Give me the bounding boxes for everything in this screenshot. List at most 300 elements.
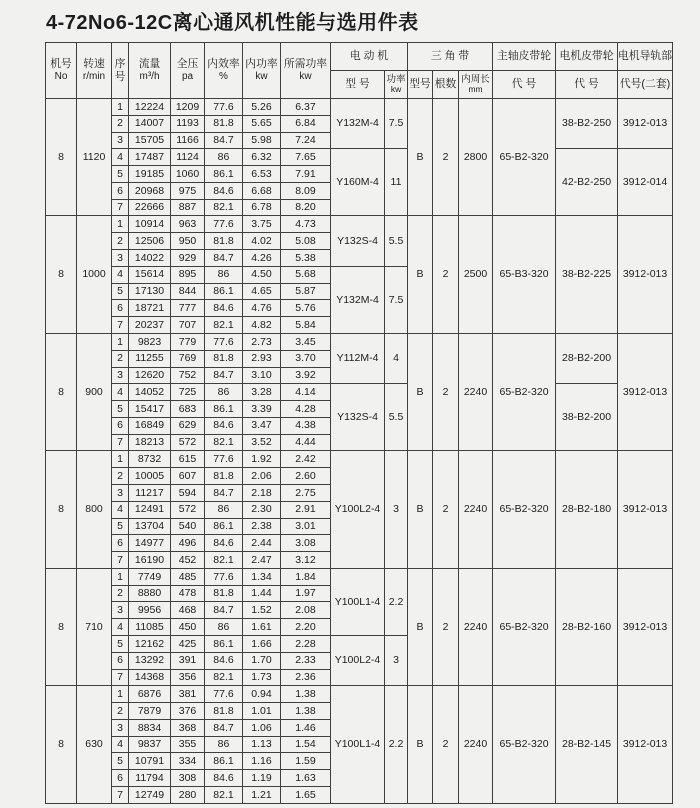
flow-cell: 20968	[129, 182, 171, 199]
efficiency-cell: 77.6	[205, 451, 243, 468]
page-title: 4-72No6-12C离心通风机性能与选用件表	[46, 12, 419, 34]
efficiency-cell: 77.6	[205, 686, 243, 703]
flow-cell: 12620	[129, 367, 171, 384]
table-row	[46, 451, 673, 468]
efficiency-cell: 82.1	[205, 434, 243, 451]
efficiency-cell: 84.6	[205, 182, 243, 199]
header-motor-power-unit: kw	[390, 84, 402, 95]
internal-power-cell: 3.28	[243, 384, 281, 401]
internal-power-cell: 6.53	[243, 166, 281, 183]
efficiency-cell: 81.8	[205, 350, 243, 367]
pressure-cell: 1193	[171, 115, 205, 132]
efficiency-cell: 84.6	[205, 535, 243, 552]
pressure-cell: 391	[171, 652, 205, 669]
internal-power-cell: 4.76	[243, 300, 281, 317]
pressure-cell: 478	[171, 585, 205, 602]
spindle-pulley-cell: 65-B2-320	[493, 451, 556, 568]
flow-cell: 14007	[129, 115, 171, 132]
flow-cell: 11217	[129, 484, 171, 501]
internal-power-cell: 1.70	[243, 652, 281, 669]
motor-pulley-cell: 28-B2-200	[556, 333, 618, 383]
flow-cell: 14368	[129, 669, 171, 686]
spindle-pulley-cell: 65-B2-320	[493, 99, 556, 216]
flow-cell: 6876	[129, 686, 171, 703]
internal-power-cell: 1.06	[243, 719, 281, 736]
required-power-cell: 5.08	[281, 233, 331, 250]
header-machine-no-label: 机号	[50, 58, 72, 71]
table-row	[46, 149, 673, 166]
internal-power-cell: 1.73	[243, 669, 281, 686]
efficiency-cell: 86	[205, 266, 243, 283]
efficiency-cell: 81.8	[205, 233, 243, 250]
required-power-cell: 7.65	[281, 149, 331, 166]
efficiency-cell: 84.6	[205, 300, 243, 317]
header-motor-model: 型 号	[331, 71, 385, 99]
header-seq-label-1: 序	[114, 57, 126, 70]
seq-cell: 6	[112, 300, 129, 317]
seq-cell: 4	[112, 384, 129, 401]
required-power-cell: 5.87	[281, 283, 331, 300]
motor-model-cell: Y132M-4	[331, 99, 385, 149]
internal-power-cell: 1.44	[243, 585, 281, 602]
header-pressure-label: 全压	[176, 58, 199, 71]
seq-cell: 3	[112, 719, 129, 736]
internal-power-cell: 4.26	[243, 250, 281, 267]
pressure-cell: 1060	[171, 166, 205, 183]
pressure-cell: 540	[171, 518, 205, 535]
seq-cell: 3	[112, 484, 129, 501]
motor-model-cell: Y132S-4	[331, 384, 385, 451]
pressure-cell: 355	[171, 736, 205, 753]
internal-power-cell: 6.32	[243, 149, 281, 166]
seq-cell: 1	[112, 451, 129, 468]
motor-power-cell: 4	[385, 333, 408, 383]
seq-cell: 1	[112, 686, 129, 703]
header-required-power-unit: kw	[299, 70, 312, 82]
motor-model-cell: Y132S-4	[331, 216, 385, 266]
flow-cell: 18213	[129, 434, 171, 451]
motor-power-cell: 2.2	[385, 568, 408, 635]
pressure-cell: 468	[171, 602, 205, 619]
flow-cell: 17487	[129, 149, 171, 166]
seq-cell: 5	[112, 518, 129, 535]
speed-cell: 800	[77, 451, 112, 568]
table-row	[46, 568, 673, 585]
internal-power-cell: 4.50	[243, 266, 281, 283]
required-power-cell: 1.38	[281, 703, 331, 720]
header-belt-length-label: 内周长	[461, 74, 490, 86]
required-power-cell: 3.12	[281, 552, 331, 569]
machine-no-cell: 8	[46, 686, 77, 804]
flow-cell: 16190	[129, 552, 171, 569]
flow-cell: 9956	[129, 602, 171, 619]
required-power-cell: 8.09	[281, 182, 331, 199]
header-flow-unit: m³/h	[139, 70, 160, 82]
seq-cell: 4	[112, 736, 129, 753]
motor-pulley-cell: 28-B2-160	[556, 568, 618, 685]
rail-code-cell: 3912-013	[618, 216, 673, 333]
required-power-cell: 4.44	[281, 434, 331, 451]
flow-cell: 12506	[129, 233, 171, 250]
pressure-cell: 381	[171, 686, 205, 703]
efficiency-cell: 84.7	[205, 367, 243, 384]
efficiency-cell: 81.8	[205, 703, 243, 720]
header-spindle-pulley-group: 主轴皮带轮	[493, 43, 556, 71]
pressure-cell: 929	[171, 250, 205, 267]
internal-power-cell: 1.01	[243, 703, 281, 720]
required-power-cell: 2.28	[281, 636, 331, 653]
efficiency-cell: 77.6	[205, 216, 243, 233]
pressure-cell: 752	[171, 367, 205, 384]
required-power-cell: 3.08	[281, 535, 331, 552]
seq-cell: 1	[112, 216, 129, 233]
header-spindle-pulley-code: 代 号	[493, 71, 556, 99]
flow-cell: 8732	[129, 451, 171, 468]
seq-cell: 5	[112, 636, 129, 653]
efficiency-cell: 86.1	[205, 636, 243, 653]
pressure-cell: 496	[171, 535, 205, 552]
machine-no-cell: 8	[46, 451, 77, 568]
header-belt-length	[459, 71, 493, 99]
header-pressure	[171, 43, 205, 99]
flow-cell: 12162	[129, 636, 171, 653]
flow-cell: 20237	[129, 317, 171, 334]
header-flow-label: 流量	[138, 58, 161, 71]
internal-power-cell: 6.78	[243, 199, 281, 216]
header-pressure-unit: pa	[181, 70, 194, 82]
pressure-cell: 308	[171, 770, 205, 787]
required-power-cell: 1.84	[281, 568, 331, 585]
seq-cell: 6	[112, 652, 129, 669]
seq-cell: 2	[112, 703, 129, 720]
internal-power-cell: 3.10	[243, 367, 281, 384]
header-belt-model: 型号	[408, 71, 433, 99]
efficiency-cell: 81.8	[205, 468, 243, 485]
flow-cell: 16849	[129, 417, 171, 434]
seq-cell: 1	[112, 333, 129, 350]
belt-length-cell: 2500	[459, 216, 493, 333]
flow-cell: 9837	[129, 736, 171, 753]
motor-pulley-cell: 28-B2-180	[556, 451, 618, 568]
required-power-cell: 6.37	[281, 99, 331, 116]
seq-cell: 6	[112, 770, 129, 787]
header-motor-group: 电 动 机	[331, 43, 408, 71]
table-row	[46, 99, 673, 116]
internal-power-cell: 1.66	[243, 636, 281, 653]
belt-count-cell: 2	[433, 686, 459, 804]
pressure-cell: 975	[171, 182, 205, 199]
seq-cell: 3	[112, 132, 129, 149]
required-power-cell: 5.84	[281, 317, 331, 334]
required-power-cell: 8.20	[281, 199, 331, 216]
efficiency-cell: 77.6	[205, 333, 243, 350]
internal-power-cell: 3.39	[243, 401, 281, 418]
machine-no-cell: 8	[46, 568, 77, 685]
header-internal-power	[243, 43, 281, 99]
motor-power-cell: 2.2	[385, 686, 408, 804]
pressure-cell: 769	[171, 350, 205, 367]
pressure-cell: 452	[171, 552, 205, 569]
pressure-cell: 334	[171, 753, 205, 770]
page	[0, 6, 700, 804]
motor-model-cell: Y132M-4	[331, 266, 385, 333]
efficiency-cell: 86.1	[205, 166, 243, 183]
required-power-cell: 7.91	[281, 166, 331, 183]
required-power-cell: 3.45	[281, 333, 331, 350]
header-motor-pulley-code: 代 号	[556, 71, 618, 99]
belt-length-cell: 2240	[459, 568, 493, 685]
pressure-cell: 376	[171, 703, 205, 720]
efficiency-cell: 86.1	[205, 753, 243, 770]
seq-cell: 6	[112, 182, 129, 199]
rail-code-cell: 3912-013	[618, 568, 673, 685]
required-power-cell: 2.91	[281, 501, 331, 518]
required-power-cell: 1.97	[281, 585, 331, 602]
spindle-pulley-cell: 65-B3-320	[493, 216, 556, 333]
efficiency-cell: 82.1	[205, 669, 243, 686]
header-efficiency	[205, 43, 243, 99]
efficiency-cell: 86	[205, 384, 243, 401]
internal-power-cell: 5.98	[243, 132, 281, 149]
flow-cell: 17130	[129, 283, 171, 300]
required-power-cell: 2.08	[281, 602, 331, 619]
efficiency-cell: 84.7	[205, 719, 243, 736]
pressure-cell: 425	[171, 636, 205, 653]
table-header	[46, 43, 673, 99]
required-power-cell: 2.36	[281, 669, 331, 686]
rail-code-cell: 3912-013	[618, 451, 673, 568]
header-speed	[77, 43, 112, 99]
required-power-cell: 3.92	[281, 367, 331, 384]
belt-count-cell: 2	[433, 216, 459, 333]
header-belt-group: 三 角 带	[408, 43, 493, 71]
seq-cell: 3	[112, 367, 129, 384]
seq-cell: 6	[112, 535, 129, 552]
required-power-cell: 2.33	[281, 652, 331, 669]
required-power-cell: 2.60	[281, 468, 331, 485]
table-body	[46, 99, 673, 804]
belt-count-cell: 2	[433, 451, 459, 568]
required-power-cell: 1.54	[281, 736, 331, 753]
efficiency-cell: 84.6	[205, 417, 243, 434]
motor-power-cell: 5.5	[385, 216, 408, 266]
belt-count-cell: 2	[433, 99, 459, 216]
speed-cell: 1000	[77, 216, 112, 333]
header-required-power	[281, 43, 331, 99]
flow-cell: 13704	[129, 518, 171, 535]
flow-cell: 11085	[129, 619, 171, 636]
header-efficiency-unit: %	[219, 70, 228, 82]
efficiency-cell: 77.6	[205, 568, 243, 585]
efficiency-cell: 86	[205, 501, 243, 518]
internal-power-cell: 1.16	[243, 753, 281, 770]
flow-cell: 15417	[129, 401, 171, 418]
flow-cell: 15614	[129, 266, 171, 283]
internal-power-cell: 3.75	[243, 216, 281, 233]
flow-cell: 14052	[129, 384, 171, 401]
internal-power-cell: 2.30	[243, 501, 281, 518]
efficiency-cell: 81.8	[205, 585, 243, 602]
internal-power-cell: 4.02	[243, 233, 281, 250]
flow-cell: 10791	[129, 753, 171, 770]
seq-cell: 7	[112, 434, 129, 451]
pressure-cell: 887	[171, 199, 205, 216]
internal-power-cell: 2.18	[243, 484, 281, 501]
seq-cell: 7	[112, 787, 129, 804]
seq-cell: 5	[112, 283, 129, 300]
pressure-cell: 280	[171, 787, 205, 804]
seq-cell: 3	[112, 602, 129, 619]
belt-type-cell: B	[408, 451, 433, 568]
motor-pulley-cell: 28-B2-145	[556, 686, 618, 804]
seq-cell: 5	[112, 401, 129, 418]
rail-code-cell: 3912-013	[618, 686, 673, 804]
speed-cell: 900	[77, 333, 112, 450]
belt-type-cell: B	[408, 216, 433, 333]
flow-cell: 12749	[129, 787, 171, 804]
motor-power-cell: 11	[385, 149, 408, 216]
required-power-cell: 5.38	[281, 250, 331, 267]
pressure-cell: 844	[171, 283, 205, 300]
pressure-cell: 615	[171, 451, 205, 468]
flow-cell: 14977	[129, 535, 171, 552]
header-internal-power-unit: kw	[255, 70, 268, 82]
seq-cell: 7	[112, 199, 129, 216]
pressure-cell: 572	[171, 434, 205, 451]
flow-cell: 12491	[129, 501, 171, 518]
required-power-cell: 6.84	[281, 115, 331, 132]
motor-model-cell: Y100L2-4	[331, 451, 385, 568]
seq-cell: 7	[112, 552, 129, 569]
pressure-cell: 683	[171, 401, 205, 418]
internal-power-cell: 1.52	[243, 602, 281, 619]
required-power-cell: 4.14	[281, 384, 331, 401]
seq-cell: 2	[112, 115, 129, 132]
belt-type-cell: B	[408, 568, 433, 685]
internal-power-cell: 2.44	[243, 535, 281, 552]
required-power-cell: 4.73	[281, 216, 331, 233]
internal-power-cell: 4.65	[243, 283, 281, 300]
motor-model-cell: Y160M-4	[331, 149, 385, 216]
efficiency-cell: 86	[205, 149, 243, 166]
table-row	[46, 686, 673, 703]
pressure-cell: 629	[171, 417, 205, 434]
seq-cell: 1	[112, 568, 129, 585]
flow-cell: 11794	[129, 770, 171, 787]
required-power-cell: 5.76	[281, 300, 331, 317]
belt-length-cell: 2800	[459, 99, 493, 216]
seq-cell: 2	[112, 233, 129, 250]
seq-cell: 2	[112, 468, 129, 485]
seq-cell: 1	[112, 99, 129, 116]
header-speed-label: 转速	[83, 58, 105, 71]
header-machine-no	[46, 43, 77, 99]
seq-cell: 4	[112, 266, 129, 283]
flow-cell: 12224	[129, 99, 171, 116]
belt-count-cell: 2	[433, 568, 459, 685]
seq-cell: 4	[112, 619, 129, 636]
pressure-cell: 485	[171, 568, 205, 585]
internal-power-cell: 5.65	[243, 115, 281, 132]
pressure-cell: 572	[171, 501, 205, 518]
efficiency-cell: 77.6	[205, 99, 243, 116]
internal-power-cell: 5.26	[243, 99, 281, 116]
efficiency-cell: 86	[205, 619, 243, 636]
internal-power-cell: 4.82	[243, 317, 281, 334]
pressure-cell: 779	[171, 333, 205, 350]
required-power-cell: 1.46	[281, 719, 331, 736]
header-motor-power-label: 功率	[386, 74, 406, 86]
table-row	[46, 216, 673, 233]
seq-cell: 5	[112, 166, 129, 183]
internal-power-cell: 3.52	[243, 434, 281, 451]
internal-power-cell: 2.93	[243, 350, 281, 367]
flow-cell: 9823	[129, 333, 171, 350]
flow-cell: 18721	[129, 300, 171, 317]
flow-cell: 19185	[129, 166, 171, 183]
required-power-cell: 1.65	[281, 787, 331, 804]
header-internal-power-label: 内功率	[245, 58, 278, 71]
efficiency-cell: 86.1	[205, 401, 243, 418]
header-belt-length-unit: mm	[468, 84, 483, 95]
flow-cell: 7749	[129, 568, 171, 585]
efficiency-cell: 81.8	[205, 115, 243, 132]
internal-power-cell: 1.34	[243, 568, 281, 585]
required-power-cell: 1.38	[281, 686, 331, 703]
rail-code-cell: 3912-013	[618, 333, 673, 450]
pressure-cell: 707	[171, 317, 205, 334]
belt-length-cell: 2240	[459, 686, 493, 804]
efficiency-cell: 84.6	[205, 652, 243, 669]
internal-power-cell: 1.13	[243, 736, 281, 753]
efficiency-cell: 82.1	[205, 199, 243, 216]
motor-power-cell: 3	[385, 636, 408, 686]
internal-power-cell: 1.92	[243, 451, 281, 468]
header-flow	[129, 43, 171, 99]
motor-model-cell: Y112M-4	[331, 333, 385, 383]
machine-no-cell: 8	[46, 333, 77, 450]
motor-pulley-cell: 38-B2-225	[556, 216, 618, 333]
flow-cell: 7879	[129, 703, 171, 720]
required-power-cell: 1.59	[281, 753, 331, 770]
seq-cell: 2	[112, 585, 129, 602]
header-seq-label-2: 号	[114, 70, 126, 83]
pressure-cell: 607	[171, 468, 205, 485]
internal-power-cell: 3.47	[243, 417, 281, 434]
motor-power-cell: 5.5	[385, 384, 408, 451]
required-power-cell: 4.38	[281, 417, 331, 434]
header-machine-no-unit: No	[54, 70, 68, 82]
header-rail-code: 代号(二套)	[618, 71, 673, 99]
efficiency-cell: 86	[205, 736, 243, 753]
efficiency-cell: 84.7	[205, 484, 243, 501]
header-speed-unit: r/min	[82, 70, 106, 82]
flow-cell: 14022	[129, 250, 171, 267]
belt-type-cell: B	[408, 99, 433, 216]
seq-cell: 4	[112, 149, 129, 166]
internal-power-cell: 1.19	[243, 770, 281, 787]
motor-power-cell: 7.5	[385, 99, 408, 149]
seq-cell: 5	[112, 753, 129, 770]
header-efficiency-label: 内效率	[207, 58, 240, 71]
internal-power-cell: 2.73	[243, 333, 281, 350]
spindle-pulley-cell: 65-B2-320	[493, 333, 556, 450]
motor-pulley-cell: 38-B2-250	[556, 99, 618, 149]
efficiency-cell: 82.1	[205, 787, 243, 804]
efficiency-cell: 84.7	[205, 602, 243, 619]
required-power-cell: 3.01	[281, 518, 331, 535]
efficiency-cell: 86.1	[205, 518, 243, 535]
